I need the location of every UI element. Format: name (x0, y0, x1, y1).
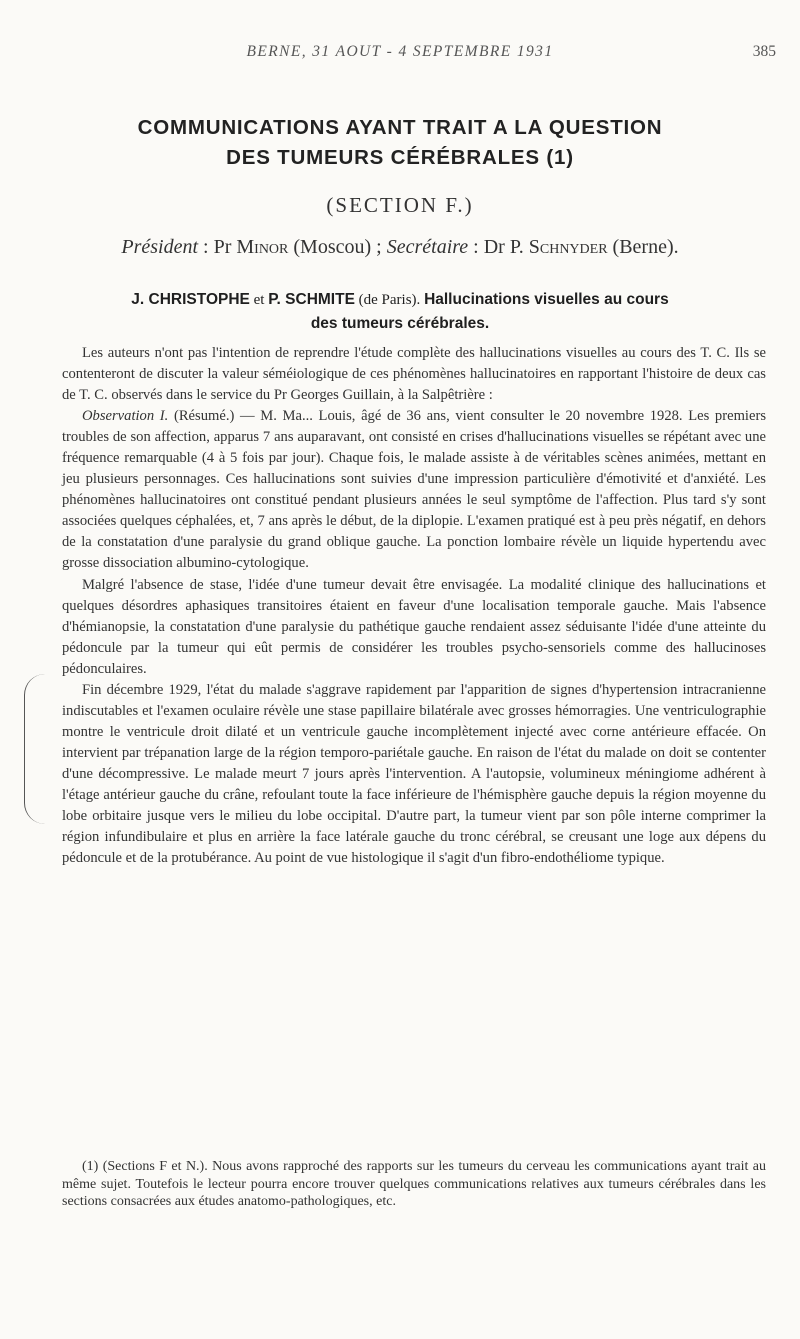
secretary-label: Secrétaire (386, 236, 469, 258)
paragraph-3: Malgré l'absence de stase, l'idée d'une tumeur devait être envisagée. La modalité clinique des hallucinations et quelques désordres aphasiques transitoires étaient en faveur d'une localisation temporale gauche. Mais l'absence d'hémianopsie, la constatation d'une paralysie du pathétique gauche rendaient assez séduisante l'idée d'une atteinte du pédoncule par la tumeur qui eût permis de considérer les troubles psycho-sensoriels comme des hallucinoses pédonculaires. (62, 576, 766, 677)
author-city: (de Paris). (354, 292, 425, 308)
colon: : (198, 236, 214, 258)
paragraph-1: Les auteurs n'ont pas l'intention de reprendre l'étude complète des hallucinations visuelles au cours des T. C. Ils se contenteront de discuter la valeur séméiologique de ces phénomènes hallucinatoires en rapportant l'histoire de deux cas de T. C. observés dans le service du Pr Georges Guillain, à la Salpêtrière : (62, 345, 766, 404)
section-heading: (SECTION F.) (326, 193, 474, 217)
page-number: 385 (752, 43, 776, 60)
author-1: J. CHRISTOPHE (131, 291, 250, 308)
paragraph-2-text: (Résumé.) — M. Ma... Louis, âgé de 36 ans, vient consulter le 20 novembre 1928. Les premiers troubles de son affection, apparus 7 ans auparavant, ont consisté en crises d'hallucinations visuelles se répétant avec une fréquence remarquable (4 à 5 fois par jour). Chaque fois, le malade assiste à de véritables scènes animées, mettant en jeu plusieurs personnages. Ces hallucinations sont suivies d'une impression particulière d'émotivité et d'anxiété. Les phénomènes hallucinatoires ont constitué pendant plusieurs années le seul symptôme de l'affection. Plus tard s'y sont associées quelques céphalées, et, 7 ans après le début, de la diplopie. L'examen pratiqué est à peu près négatif, en dehors de la constatation d'une paralysie du grand oblique gauche. La ponction lombaire révèle un liquide hypertendu avec grosse dissociation albumino-cytologique. (62, 408, 766, 572)
paper-title-1: Hallucinations visuelles au cours (424, 291, 669, 308)
paragraph-2 (62, 406, 766, 574)
president-city: (Moscou) ; (288, 236, 387, 258)
secretary-city: (Berne). (607, 236, 679, 258)
author-conjunction: et (249, 292, 269, 308)
title-line-2: DES TUMEURS CÉRÉBRALES (1) (226, 146, 574, 169)
president-label: Président (121, 236, 199, 258)
article-body (62, 343, 766, 869)
paper-title-2: des tumeurs cérébrales. (310, 315, 490, 332)
running-head: BERNE, 31 AOUT - 4 SEPTEMBRE 1931 (246, 43, 554, 60)
authors-heading (0, 288, 800, 335)
footnote-text: (1) (Sections F et N.). Nous avons rapproché des rapports sur les tumeurs du cerveau les communications ayant trait au même sujet. Toutefois le lecteur pourra encore trouver quelques communications relatives aux tumeurs cérébrales dans les sections consacrées aux études anatomo-pathologiques, etc. (62, 1159, 766, 1210)
paragraph-4: Fin décembre 1929, l'état du malade s'aggrave rapidement par l'apparition de signes d'hypertension intracranienne indiscutables et l'examen oculaire révèle une stase papillaire bilatérale avec grosses hémorragies. Une ventriculographie montre le ventricule droit dilaté et un ventricule gauche incomplètement injecté avec corne antérieure effacée. On intervient par trépanation large de la région temporo-pariétale gauche. En raison de l'état du malade on doit se contenter d'une décompressive. Le malade meurt 7 jours après l'intervention. A l'autopsie, volumineux méningiome adhérent à l'étage antérieur gauche du crâne, refoulant toute la face inférieure de l'hémisphère gauche depuis la région moyenne du lobe orbitaire jusque vers le milieu du lobe occipital. D'autre part, la tumeur vient par son pôle interne comprimer la région infundibulaire et plus en arrière la face latérale gauche du tronc cérébral, se creusant une loge aux dépens du pédoncule et de la protubérance. Au point de vue histologique il s'agit d'un fibro-endothéliome typique. (62, 681, 766, 867)
observation-label: Observation I. (82, 408, 169, 425)
page-title (0, 113, 800, 173)
officers-line (0, 236, 800, 259)
president-title: Pr (213, 236, 237, 258)
footnote (62, 1158, 766, 1211)
title-line-1: COMMUNICATIONS AYANT TRAIT A LA QUESTION (137, 116, 663, 139)
margin-bracket-mark (24, 674, 45, 824)
president-name: Minor (236, 236, 289, 258)
colon: : (468, 236, 484, 258)
secretary-name: P. Schnyder (509, 236, 608, 258)
author-2: P. SCHMITE (268, 291, 355, 308)
secretary-title: Dr (483, 236, 510, 258)
